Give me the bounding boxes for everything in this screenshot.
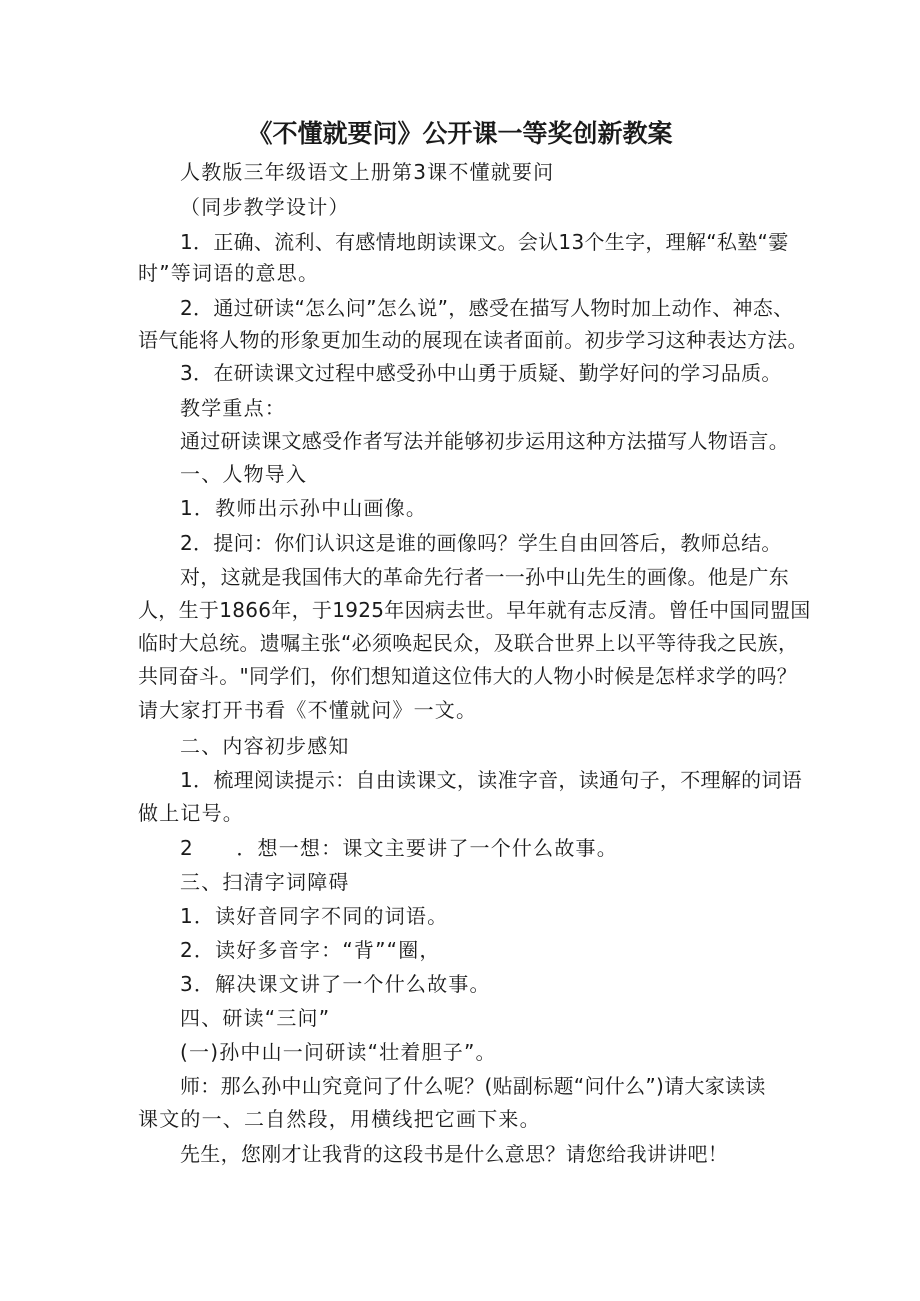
section-1-heading: 一、人物导入 [180,462,308,486]
document-title: 《不懂就要问》公开课一等奖创新教案 [247,119,673,148]
section-3-item-3: 3．解决课文讲了一个什么故事。 [180,972,491,996]
section-3-item-1: 1．读好音同字不同的词语。 [180,904,449,928]
section-2-item-1-line-2: 做上记号。 [138,801,244,825]
paragraph-line-3: 临时大总统。遗嘱主张“必须唤起民众，及联合世界上以平等待我之民族， [138,631,799,655]
teacher-line-1: 师：那么孙中山究竟问了什么呢？(贴副标题“问什么”)请大家读读 [180,1074,766,1098]
section-2-item-2: 2 ．想一想：课文主要讲了一个什么故事。 [180,836,618,860]
section-1-item-1: 1．教师出示孙中山画像。 [180,496,428,520]
section-2-item-1-line-1: 1．梳理阅读提示：自由读课文，读准字音，读通句子，不理解的词语 [180,768,803,792]
paragraph-line-4: 共同奋斗。"同学们，你们想知道这位伟大的人物小时候是怎样求学的吗？ [138,664,798,688]
section-3-heading: 三、扫清字词障碍 [180,870,350,894]
paragraph-line-1: 对，这就是我国伟大的革命先行者一一孙中山先生的画像。他是广东 [180,565,789,589]
key-points-text: 通过研读课文感受作者写法并能够初步运用这种方法描写人物语言。 [180,429,789,453]
key-points-heading: 教学重点： [180,396,286,420]
subtitle-line: 人教版三年级语文上册第3课不懂就要问 [180,160,555,184]
goal-3: 3．在研读课文过程中感受孙中山勇于质疑、勤学好问的学习品质。 [180,361,782,385]
teacher-line-2: 课文的一、二自然段，用横线把它画下来。 [138,1107,541,1131]
section-3-item-2: 2．读好多音字：“背”“圈， [180,938,441,962]
section-4-heading: 四、研读“三问” [180,1006,331,1030]
section-1-item-2: 2．提问：你们认识这是谁的画像吗？学生自由回答后，教师总结。 [180,531,782,555]
subtitle-note: （同步教学设计） [180,195,350,219]
section-4-sub-1: (一)孙中山一问研读“壮着胆子”。 [180,1040,497,1064]
goal-1-line-2: 时”等词语的意思。 [138,261,320,285]
paragraph-line-5: 请大家打开书看《不懂就问》一文。 [138,698,478,722]
goal-2-line-2: 语气能将人物的形象更加生动的展现在读者面前。初步学习这种表达方法。 [138,328,808,352]
goal-2-line-1: 2．通过研读“怎么问”怎么说”，感受在描写人物时加上动作、神态、 [180,296,794,320]
paragraph-line-2: 人，生于1866年，于1925年因病去世。早年就有志反清。曾任中国同盟国 [138,598,811,622]
quote-line: 先生，您刚才让我背的这段书是什么意思？请您给我讲讲吧！ [180,1142,729,1166]
section-2-heading: 二、内容初步感知 [180,734,350,758]
goal-1-line-1: 1．正确、流利、有感情地朗读课文。会认13个生字，理解“私塾“霎 [180,230,789,254]
